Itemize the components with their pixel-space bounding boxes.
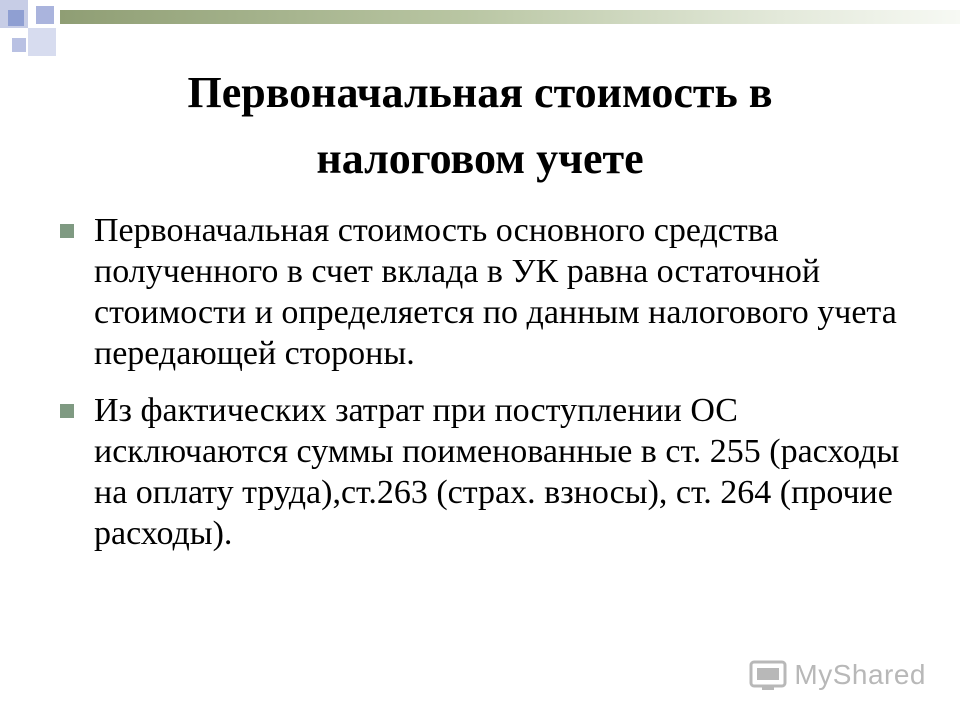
bullet-item	[60, 390, 920, 554]
bullet-item	[60, 210, 920, 374]
decor-square	[36, 6, 54, 24]
watermark	[748, 658, 926, 692]
bullet-text: Первоначальная стоимость основного средства полученного в счет вклада в УК равна остаточной стоимости и определяется по данным налогового учета передающей стороны.	[94, 212, 897, 372]
decor-square	[8, 10, 24, 26]
watermark-text: MyShared	[794, 659, 926, 690]
myshared-logo-icon	[748, 658, 788, 692]
bullet-list	[60, 210, 920, 570]
decor-square	[28, 28, 56, 56]
bullet-text: Из фактических затрат при поступлении ОС исключаются суммы поименованные в ст. 255 (расходы на оплату труда),ст.263 (страх. взносы), ст. 264 (прочие расходы).	[94, 392, 900, 552]
square-bullet-icon	[60, 404, 74, 418]
decor-square	[12, 38, 26, 52]
slide-title	[60, 60, 900, 192]
square-bullet-icon	[60, 224, 74, 238]
top-accent-bar	[60, 10, 960, 24]
title-line-2: налоговом учете	[316, 134, 644, 183]
title-line-1: Первоначальная стоимость в	[187, 68, 773, 117]
